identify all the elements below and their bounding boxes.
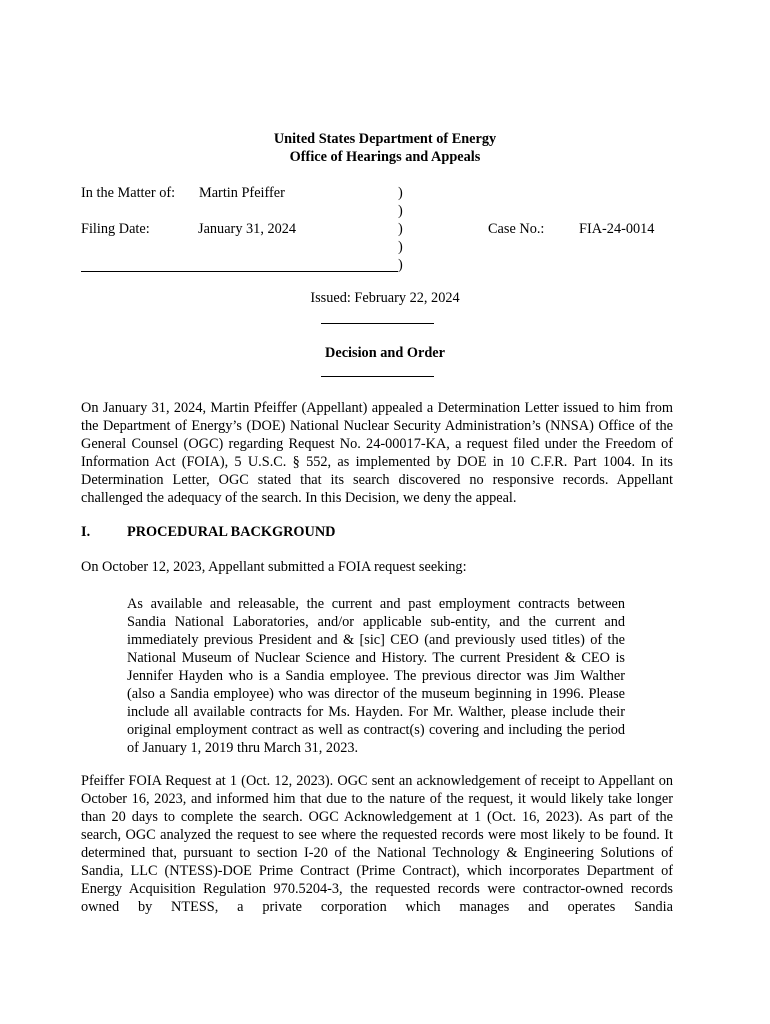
followup-paragraph: Pfeiffer FOIA Request at 1 (Oct. 12, 2023). OGC sent an acknowledgement of receipt to Appellant on October 16, 2023, and informed him that due to the nature of the request, it would likely take longer than 20 days to complete the search. OGC Acknowledgement at 1 (Oct. 16, 2023). As part of the search, OGC analyzed the request to see where the requested records were most likely to be found. It determined that, pursuant to section I-20 of the National Technology & Engineering Solutions of Sandia, LLC (NTESS)-DOE Prime Contract (Prime Contract), which incorporates Department of Energy Acquisition Regulation 970.5204-3, the requested records were contractor-owned records owned by NTESS, a private corporation which manages and operates Sandia xyxy=(81,773,673,915)
title-divider xyxy=(321,376,434,377)
office-name: Office of Hearings and Appeals xyxy=(289,149,481,165)
intro-paragraph: On January 31, 2024, Martin Pfeiffer (Appellant) appealed a Determination Letter issued to him from the Department of Energy’s (DOE) National Nuclear Security Administration’s (NNSA) Office of the General Counsel (OGC) regarding Request No. 24-00017-KA, a request filed under the Freedom of Information Act (FOIA), 5 U.S.C. § 552, as implemented by DOE in 10 C.F.R. Part 1004. In its Determination Letter, OGC stated that its search discovered no responsive records. Appellant challenged the adequacy of the search. In this Decision, we deny the appeal. xyxy=(81,400,673,506)
caption-paren: ) xyxy=(398,257,403,273)
matter-value: Martin Pfeiffer xyxy=(199,185,285,201)
section-title: PROCEDURAL BACKGROUND xyxy=(127,524,336,540)
decision-title: Decision and Order xyxy=(325,345,445,361)
issued-divider xyxy=(321,323,434,324)
request-intro: On October 12, 2023, Appellant submitted a FOIA request seeking: xyxy=(81,559,467,575)
issued-date: Issued: February 22, 2024 xyxy=(310,290,460,306)
filing-date-label: Filing Date: xyxy=(81,221,150,237)
caption-paren: ) xyxy=(398,203,403,219)
agency-name: United States Department of Energy xyxy=(273,131,497,147)
block-quote: As available and releasable, the current and past employment contracts between Sandia National Laboratories, and/or applicable sub-entity, and the current and immediately previous President and & [sic] CEO (and previously used titles) of the National Museum of Nuclear Science and History. The current President & CEO is Jennifer Hayden who is a Sandia employee. The previous director was Jim Walther (also a Sandia employee) who was director of the museum beginning in 1996. Please include all available contracts for Ms. Hayden. For Mr. Walther, please include their original employment contract as well as contract(s) covering and including the period of January 1, 2019 thru March 31, 2023. xyxy=(127,596,625,756)
section-number: I. xyxy=(81,524,91,540)
caption-paren: ) xyxy=(398,185,403,201)
caption-paren: ) xyxy=(398,239,403,255)
caption-paren: ) xyxy=(398,221,403,237)
case-number-value: FIA-24-0014 xyxy=(579,221,655,237)
case-number-label: Case No.: xyxy=(488,221,545,237)
filing-date-value: January 31, 2024 xyxy=(198,221,297,237)
caption-underline xyxy=(81,271,398,272)
matter-label: In the Matter of: xyxy=(81,185,176,201)
